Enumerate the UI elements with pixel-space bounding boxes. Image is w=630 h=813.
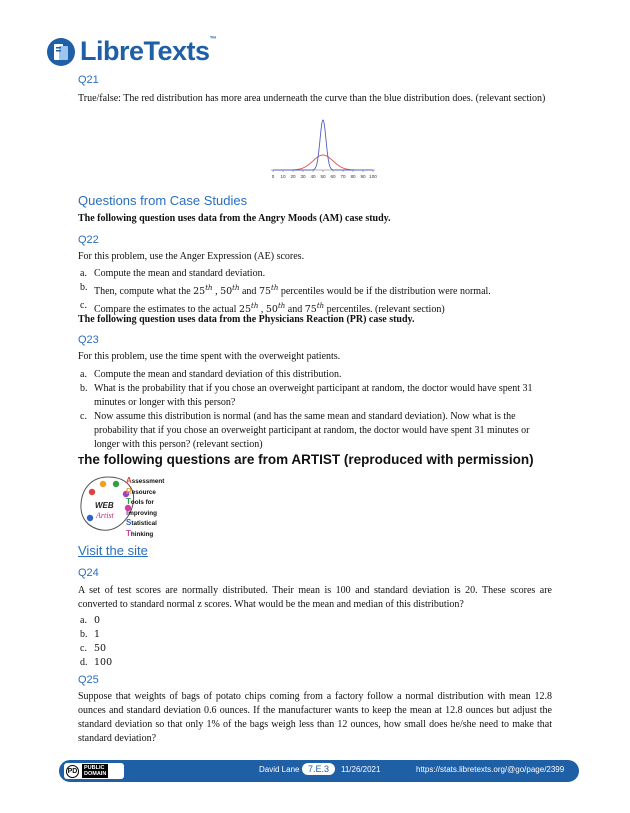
q24-options <box>78 614 556 670</box>
artist-logo-line: Statistical <box>126 518 157 527</box>
x-tick-label: 60 <box>330 174 336 179</box>
option-item: b. 1 <box>80 629 101 640</box>
am-intro: The following question uses data from the Angry Moods (AM) case study. <box>78 213 391 224</box>
visit-site-link[interactable]: Visit the site <box>78 543 148 558</box>
q22-heading: Q22 <box>78 234 99 246</box>
artist-logo-line: Tools for <box>126 497 154 506</box>
q23-intro: For this problem, use the time spent with the overweight patients. <box>78 351 341 362</box>
option-item: a. 0 <box>80 615 101 626</box>
footer-url[interactable]: https://stats.libretexts.org/@go/page/2399 <box>416 765 565 774</box>
brand-name: LibreTexts™ <box>80 36 217 66</box>
artist-logo-line: Resource <box>126 486 156 496</box>
q24-text: A set of test scores are normally distributed. Their mean is 100 and standard deviation is 20. These scores are converted to standard normal z scores. What would be the mean and median of this distribution? <box>78 585 552 610</box>
q21-heading: Q21 <box>78 74 99 86</box>
case-studies-heading: Questions from Case Studies <box>78 193 248 208</box>
q22-list <box>78 267 556 317</box>
artist-logo-line: Improving <box>126 507 157 517</box>
page-footer <box>59 760 579 782</box>
public-domain-badge[interactable]: PD PUBLIC DOMAIN <box>64 763 124 779</box>
libretexts-logo-icon <box>46 37 76 67</box>
list-item: c. Now assume this distribution is normal (and has the same mean and standard deviation). Now what is the probability that if you chose an overweight participant at random, the doctor would have spent 31 minutes or longer with this person? (relevant section) <box>80 411 530 450</box>
artist-logo-line: Thinking <box>126 528 154 538</box>
q21-text: True/false: The red distribution has more area underneath the curve than the blue distribution does. (relevant section) <box>78 93 546 104</box>
x-tick-label: 50 <box>320 174 326 179</box>
logo-web-text: WEB <box>95 501 114 510</box>
list-item: a. Compute the mean and standard deviation. <box>80 268 266 279</box>
option-item: c. 50 <box>80 643 107 654</box>
x-tick-label: 100 <box>369 174 377 179</box>
x-tick-label: 30 <box>300 174 306 179</box>
footer-page-number[interactable]: 7.E.3 <box>302 763 335 775</box>
list-item: b. What is the probability that if you chose an overweight participant at random, the doctor would have spent 31 minutes or longer with this person? <box>80 383 533 408</box>
q25-text: Suppose that weights of bags of potato chips coming from a factory follow a normal distribution with mean 12.8 ounces and standard deviation 0.6 ounces. If the manufacturer wants to keep the mean at 12.8 ounces but adjust the standard deviation so that only 1% of the bags weigh less than 12 ounces, how small does he/she need to make that standard deviation? <box>78 691 552 744</box>
footer-date: 11/26/2021 <box>341 765 381 774</box>
x-tick-label: 0 <box>271 174 275 179</box>
blue-distribution-curve <box>273 120 373 170</box>
x-tick-label: 80 <box>350 174 356 179</box>
normal-distribution-chart <box>268 118 378 180</box>
list-item: a. Compute the mean and standard deviation of this distribution. <box>80 369 342 380</box>
x-tick-label: 40 <box>310 174 316 179</box>
q23-heading: Q23 <box>78 334 99 346</box>
list-item: c. Compare the estimates to the actual 25th , 50th and 75th percentiles. (relevant section) <box>80 300 445 316</box>
footer-author: David Lane <box>259 765 300 774</box>
artist-heading: The following questions are from ARTIST (reproduced with permission) <box>78 452 534 467</box>
artist-logo <box>78 474 198 536</box>
q23-list <box>78 368 556 452</box>
x-tick-label: 90 <box>360 174 366 179</box>
libretexts-logo[interactable] <box>46 36 216 67</box>
q24-heading: Q24 <box>78 567 99 579</box>
red-distribution-curve <box>273 155 373 170</box>
x-tick-label: 70 <box>340 174 346 179</box>
list-item: b. Then, compute what the 25th , 50th and 75th percentiles would be if the distribution were normal. <box>80 282 491 298</box>
x-tick-label: 20 <box>290 174 296 179</box>
logo-artist-text: Artist <box>96 511 114 520</box>
x-tick-label: 10 <box>280 174 286 179</box>
q25-heading: Q25 <box>78 674 99 686</box>
artist-logo-line: Assessment <box>126 476 165 485</box>
option-item: d. 100 <box>80 657 113 668</box>
q22-intro: For this problem, use the Anger Expression (AE) scores. <box>78 251 305 262</box>
pr-intro: The following question uses data from the Physicians Reaction (PR) case study. <box>78 314 415 325</box>
public-domain-icon: PD <box>66 765 79 778</box>
